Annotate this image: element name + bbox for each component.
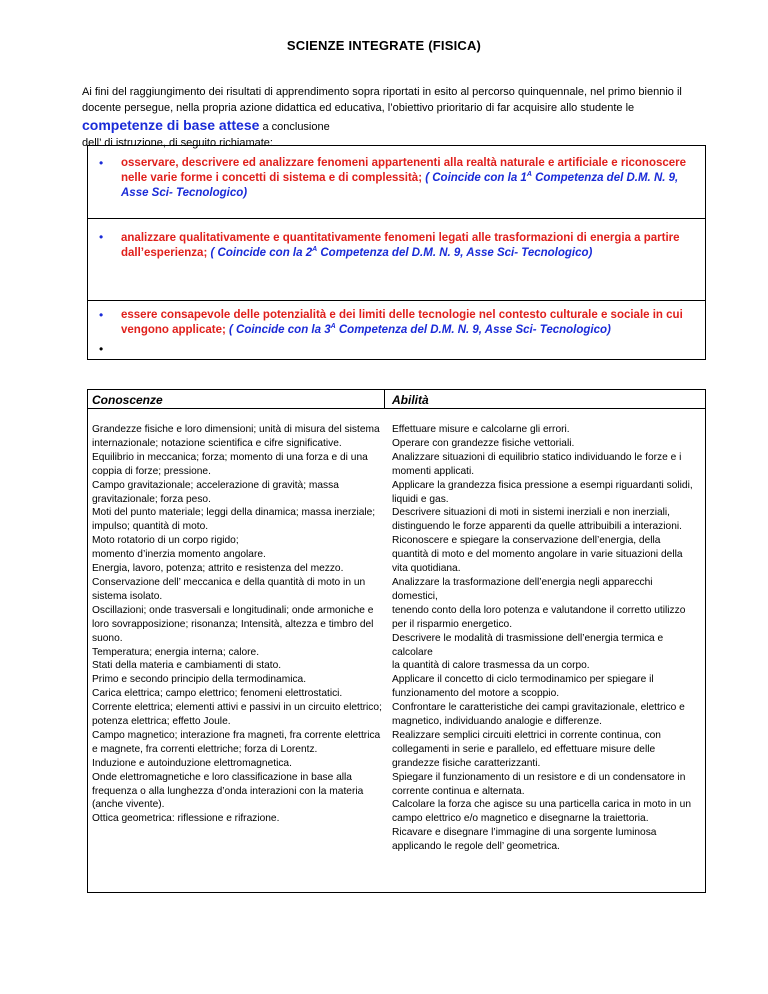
conoscenze-item: momento d’inerzia momento angolare. (92, 549, 266, 561)
competence-row-3 (88, 301, 705, 359)
bullet-icon: • (99, 230, 104, 244)
bullet-icon: • (99, 342, 104, 356)
conoscenze-item: Primo e secondo principio della termodinamica. (92, 674, 307, 686)
abilita-item: Effettuare misure e calcolarne gli errori. (392, 424, 570, 435)
header-divider (384, 390, 385, 409)
competence-text-1: osservare, descrivere ed analizzare fenomeni appartenenti alla realtà naturale e artificiale e riconoscere nelle varie forme i concetti di sistema e di complessità; ( Coincide con la $1^A$ Competenza del D.M. N. 9, Asse Sci- Tecnologico) (121, 157, 687, 199)
bullet-icon: • (99, 156, 104, 170)
abilita-item: Operare con grandezze fisiche vettoriali. (392, 437, 575, 449)
competence-row-2 (88, 219, 705, 301)
abilita-item: Calcolare la forza che agisce su una particella carica in moto in un campo elettrico e/o magnetico e disegnarne la traiettoria. (392, 799, 691, 825)
conoscenze-item: Ottica geometrica: riflessione e rifrazione. (92, 813, 280, 825)
competence-text-3: essere consapevole delle potenzialità e dei limiti delle tecnologie nel contesto culturale e sociale in cui vengono applicate; ( Coincide con la $3^A$ Competenza del D.M. N. 9, Asse Sci- Tecnologico) (121, 309, 683, 336)
competence-text-2: analizzare qualitativamente e quantitativamente fenomeni legati alle trasformazioni di energia a partire dall’esperienza; ( Coincide con la $2^A$ Competenza del D.M. N. 9, Asse Sci- Tecnologico) (121, 232, 680, 259)
conoscenze-item: Induzione e autoinduzione elettromagnetica. (92, 757, 292, 769)
abilita-item: Spiegare il funzionamento di un resistore e di un condensatore in corrente continua e alternata. (392, 771, 686, 797)
intro-line2: dell’ di istruzione, di seguito richiamate: (82, 137, 273, 149)
abilita-item: Descrivere le modalità di trasmissione dell’energia termica e calcolare (392, 632, 664, 658)
abilita-item: Realizzare semplici circuiti elettrici in corrente continua, con collegamenti in serie e parallelo, ed effettuare misure delle grandezze fisiche caratterizzanti. (392, 729, 661, 769)
abilita-item: Riconoscere e spiegare la conservazione dell’energia, della quantità di moto e del momento angolare in varie situazioni della vita quotidiana. (392, 535, 683, 575)
conoscenze-item: Conservazione dell’ meccanica e della quantità di moto in un sistema isolato. (92, 576, 366, 602)
table-header (88, 390, 705, 409)
abilita-item: Confrontare le caratteristiche dei campi gravitazionale, elettrico e magnetico, individuando analogie e differenze. (392, 702, 685, 728)
abilita-item: Applicare la grandezza fisica pressione a esempi riguardanti solidi, liquidi e gas. (392, 479, 693, 505)
competences-box (87, 145, 706, 360)
header-conoscenze: Conoscenze (92, 393, 163, 407)
header-abilita: Abilità (392, 393, 429, 407)
abilita-item: Analizzare la trasformazione dell’energia negli apparecchi domestici, (392, 576, 653, 602)
conoscenze-item: Carica elettrica; campo elettrico; fenomeni elettrostatici. (92, 688, 343, 700)
abilita-item: Analizzare situazioni di equilibrio statico individuando le forze e i momenti applicati. (392, 451, 682, 477)
conoscenze-item: Stati della materia e cambiamenti di stato. (92, 660, 282, 672)
abilita-item: Ricavare e disegnare l’immagine di una sorgente luminosa applicando le regole dell’ geometrica. (392, 827, 657, 853)
conoscenze-item: Oscillazioni; onde trasversali e longitudinali; onde armoniche e loro sovrapposizione; risonanza; Intensità, altezza e timbro del suono. (92, 604, 374, 644)
abilita-column (392, 423, 699, 854)
intro-highlight: competenze di base attese (82, 117, 260, 133)
competence-row-1 (88, 146, 705, 219)
knowledge-skills-table (87, 389, 706, 893)
intro-after-highlight: a conclusione (259, 121, 330, 133)
abilita-item: la quantità di calore trasmessa da un corpo. (392, 660, 590, 672)
abilita-item: Descrivere situazioni di moti in sistemi inerziali e non inerziali, distinguendo le forze apparenti da quelle attribuibili a interazioni. (392, 507, 682, 533)
conoscenze-item: Moto rotatorio di un corpo rigido; (92, 535, 239, 547)
conoscenze-item: Moti del punto materiale; leggi della dinamica; massa inerziale; impulso; quantità di moto. (92, 507, 376, 533)
bullet-icon: • (99, 308, 104, 322)
intro-paragraph (82, 84, 702, 151)
conoscenze-item: Equilibrio in meccanica; forza; momento di una forza e di una coppia di forze; pressione. (92, 451, 368, 477)
abilita-item: tenendo conto della loro potenza e valutandone il corretto utilizzo per il risparmio energetico. (392, 604, 686, 630)
conoscenze-column (92, 423, 382, 826)
page-title: SCIENZE INTEGRATE (FISICA) (286, 38, 482, 53)
intro-text: Ai fini del raggiungimento dei risultati di apprendimento sopra riportati in esito al percorso quinquennale, nel primo biennio il docente persegue, nella propria azione didattica ed educativa, l’obiettivo prioritario di far acquisire allo studente le (82, 86, 682, 114)
conoscenze-item: Corrente elettrica; elementi attivi e passivi in un circuito elettrico; potenza elettrica; effetto Joule. (92, 702, 382, 728)
abilita-item: Applicare il concetto di ciclo termodinamico per spiegare il funzionamento del motore a scoppio. (392, 674, 654, 700)
conoscenze-item: Campo magnetico; interazione fra magneti, fra corrente elettrica e magnete, fra correnti elettriche; forza di Lorentz. (92, 729, 381, 755)
conoscenze-item: Campo gravitazionale; accelerazione di gravità; massa gravitazionale; forza peso. (92, 479, 339, 505)
conoscenze-item: Energia, lavoro, potenza; attrito e resistenza del mezzo. (92, 563, 344, 575)
conoscenze-item: Temperatura; energia interna; calore. (92, 646, 260, 658)
conoscenze-item: Onde elettromagnetiche e loro classificazione in base alla frequenza o alla lunghezza d’onda interazioni con la materia (anche vivente). (92, 771, 364, 811)
conoscenze-item: Grandezze fisiche e loro dimensioni; unità di misura del sistema internazionale; notazione scientifica e cifre significative. (92, 424, 380, 449)
